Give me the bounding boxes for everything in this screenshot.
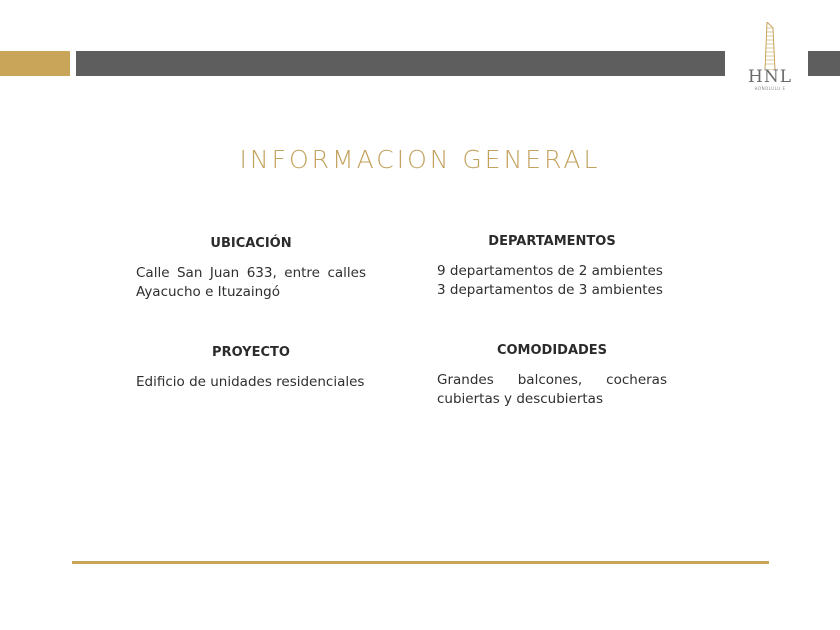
section-heading: PROYECTO <box>212 345 290 360</box>
section-text: Grandes balcones, cocheras cubiertas y descubiertas <box>437 372 667 407</box>
section-ubicacion <box>136 236 366 302</box>
header-gray-bar-right <box>808 51 840 76</box>
section-heading: COMODIDADES <box>496 343 608 358</box>
section-text-line: 9 departamentos de 2 ambientes <box>437 263 663 279</box>
footer-divider <box>72 561 769 564</box>
section-departamentos <box>437 234 667 300</box>
header-gold-bar <box>0 51 70 76</box>
section-proyecto <box>136 345 366 392</box>
brand-logo <box>740 22 800 102</box>
section-heading: UBICACIÓN <box>210 236 292 251</box>
section-heading: DEPARTAMENTOS <box>488 234 616 249</box>
section-text-line: 3 departamentos de 3 ambientes <box>437 282 663 298</box>
header-gray-bar <box>76 51 725 76</box>
section-text <box>437 262 667 300</box>
logo-subtitle: HONOLULU E <box>754 86 786 91</box>
section-comodidades <box>437 343 667 409</box>
section-text: Calle San Juan 633, entre calles Ayacucho e Ituzaingó <box>136 265 366 300</box>
section-text: Edificio de unidades residenciales <box>136 374 365 390</box>
logo-wordmark: HNL <box>748 67 792 87</box>
tower-logo-icon <box>755 22 785 70</box>
page-title: INFORMACION GENERAL <box>239 145 601 174</box>
